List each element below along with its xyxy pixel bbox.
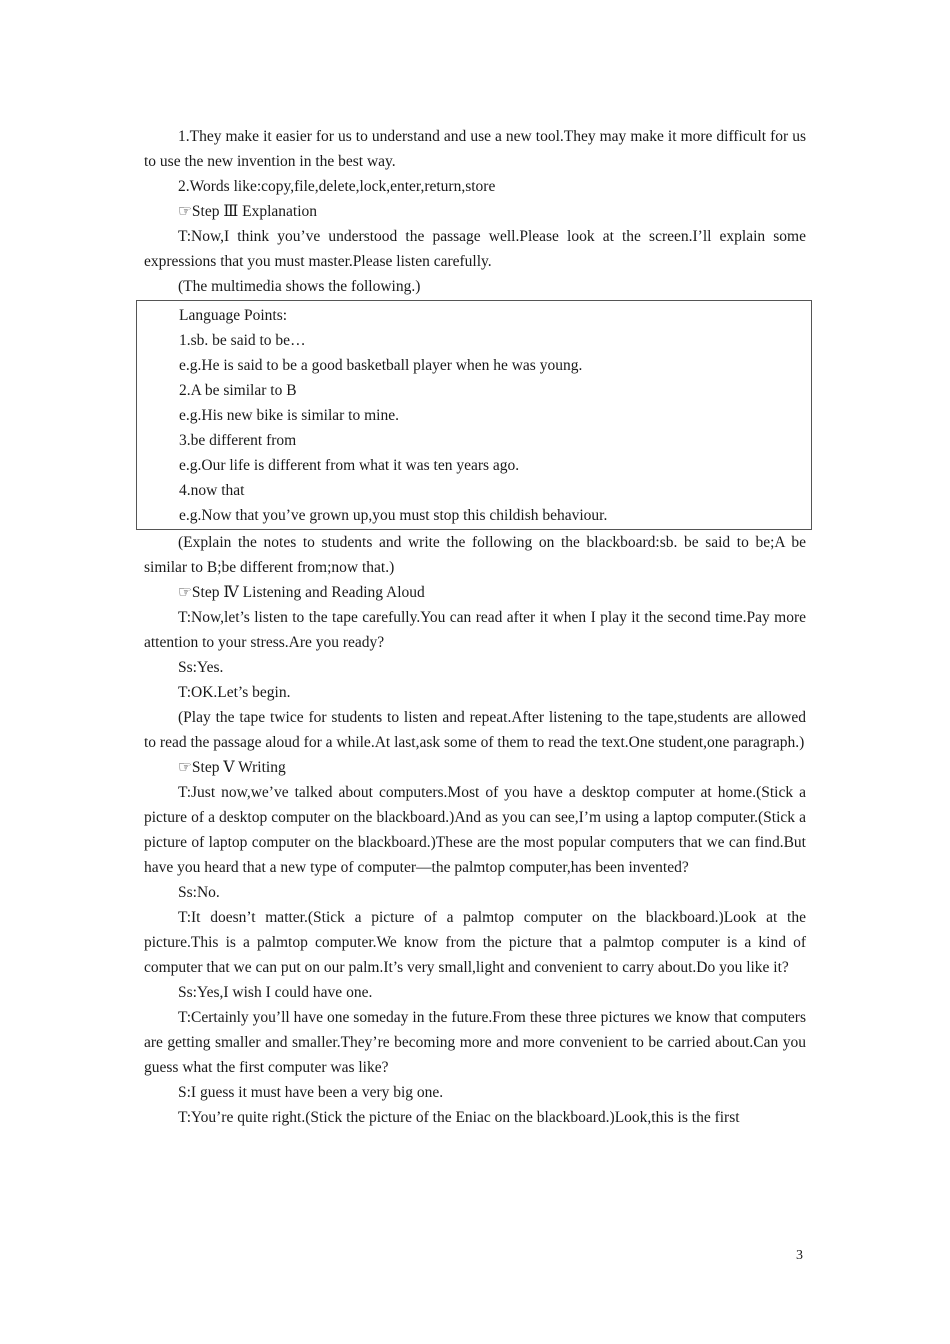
paragraph: T:Now,I think you’ve understood the passage well.Please look at the screen.I’ll explain some expressions that you must master.Please listen carefully.	[144, 228, 806, 270]
box-line: 2.A be similar to B	[179, 382, 297, 399]
box-heading: Language Points:	[179, 307, 288, 324]
paragraph: T:Certainly you’ll have one someday in the future.From these three pictures we know that computers are getting smaller and smaller.They’re becoming more and more convenient to be carried about.Can you guess what the first computer was like?	[144, 1009, 806, 1076]
paragraph: Ss:No.	[178, 884, 220, 901]
page-number: 3	[796, 1248, 803, 1263]
language-points-box	[136, 300, 812, 530]
box-line: e.g.Our life is different from what it was ten years ago.	[179, 457, 520, 474]
paragraph: 1.They make it easier for us to understand and use a new tool.They may make it more difficult for us to use the new invention in the best way.	[144, 128, 806, 170]
step-heading: ☞Step Ⅴ Writing	[178, 759, 286, 776]
document-body	[144, 124, 806, 1130]
paragraph: Ss:Yes.	[178, 659, 224, 676]
paragraph: S:I guess it must have been a very big one.	[178, 1084, 444, 1101]
paragraph: T:It doesn’t matter.(Stick a picture of a palmtop computer on the blackboard.)Look at the picture.This is a palmtop computer.We know from the picture that a palmtop computer is a kind of computer that we can put on our palm.It’s very small,light and convenient to carry about.Do you like it?	[144, 909, 806, 976]
step-heading: ☞Step Ⅳ Listening and Reading Aloud	[178, 584, 425, 601]
paragraph: T:You’re quite right.(Stick the picture of the Eniac on the blackboard.)Look,this is the first	[178, 1109, 740, 1126]
paragraph: T:Now,let’s listen to the tape carefully.You can read after it when I play it the second time.Pay more attention to your stress.Are you ready?	[144, 609, 806, 651]
paragraph: 2.Words like:copy,file,delete,lock,enter,return,store	[178, 178, 496, 195]
box-line: e.g.His new bike is similar to mine.	[179, 407, 399, 424]
box-line: e.g.He is said to be a good basketball player when he was young.	[179, 357, 583, 374]
box-line: 3.be different from	[179, 432, 297, 449]
box-line: 1.sb. be said to be…	[179, 332, 306, 349]
paragraph: Ss:Yes,I wish I could have one.	[178, 984, 373, 1001]
paragraph: (The multimedia shows the following.)	[178, 278, 421, 295]
box-line: 4.now that	[179, 482, 245, 499]
paragraph: (Explain the notes to students and write the following on the blackboard:sb. be said to be;A be similar to B;be different from;now that.)	[144, 534, 806, 576]
box-line: e.g.Now that you’ve grown up,you must stop this childish behaviour.	[179, 507, 608, 524]
paragraph: T:Just now,we’ve talked about computers.Most of you have a desktop computer at home.(Stick a picture of a desktop computer on the blackboard.)And as you can see,I’m using a laptop computer.(Stick a picture of laptop computer on the blackboard.)These are the most popular computers that we can find.But have you heard that a new type of computer—the palmtop computer,has been invented?	[144, 784, 806, 876]
step-heading: ☞Step Ⅲ Explanation	[178, 203, 318, 220]
paragraph: T:OK.Let’s begin.	[178, 684, 291, 701]
paragraph: (Play the tape twice for students to listen and repeat.After listening to the tape,students are allowed to read the passage aloud for a while.At last,ask some of them to read the text.One student,one paragraph.)	[144, 709, 806, 751]
